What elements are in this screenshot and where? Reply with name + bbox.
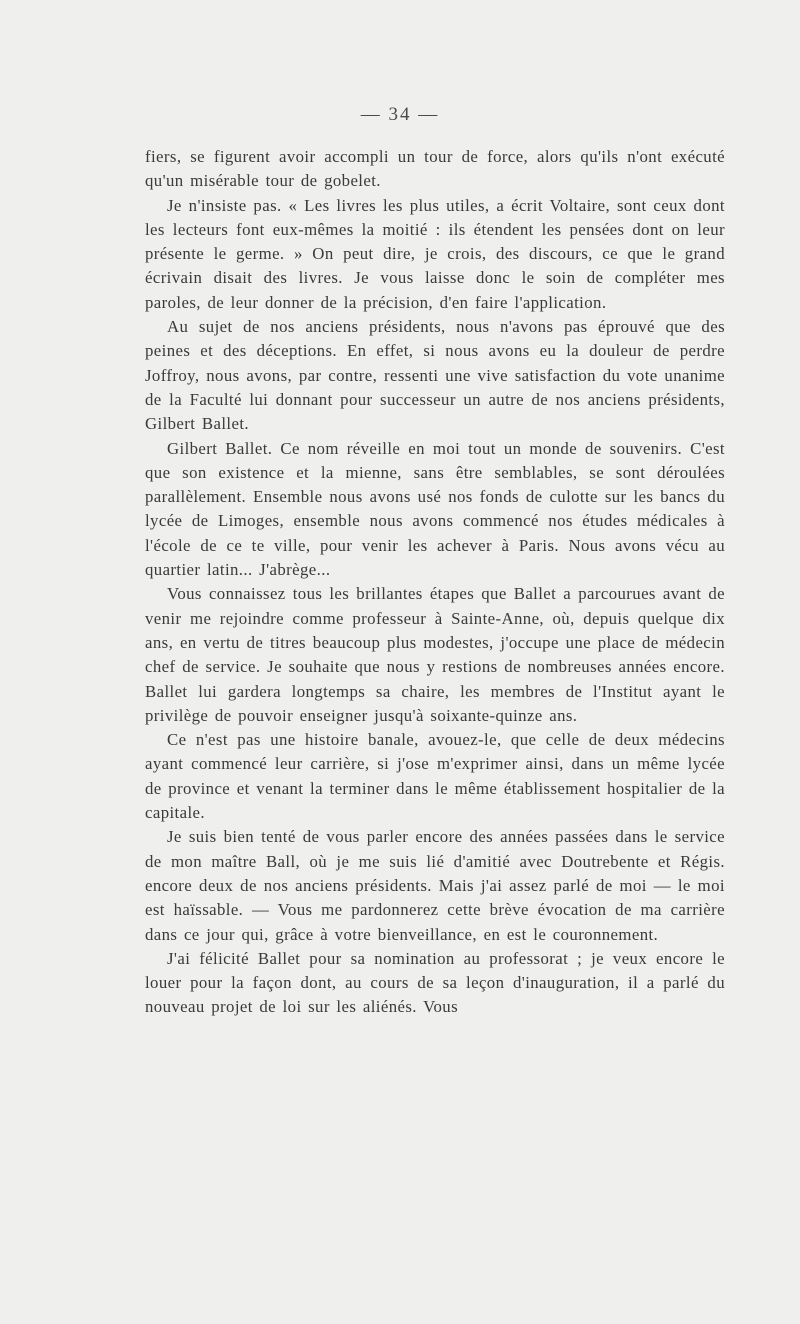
page-number: — 34 —	[360, 104, 440, 125]
paragraph-histoire-banale: Ce n'est pas une histoire banale, avouez-le, que celle de deux médecins ayant commencé leur carrière, si j'ose m'exprimer ainsi, dans un même lycée de province et venant la terminer dans le même établissement hospitalier de la capitale.	[145, 730, 725, 823]
paragraph-gilbert-ballet: Gilbert Ballet. Ce nom réveille en moi tout un monde de souvenirs. C'est que son existence et la mienne, sans être semblables, se sont déroulées parallèlement. Ensemble nous avons usé nos fonds de culotte sur les bancs du lycée de Limoges, ensemble nous avons commencé nos études médicales à l'école de ce te ville, pour venir les achever à Paris. Nous avons vécu au quartier latin... J'abrège...	[145, 438, 725, 580]
paragraph-continuation: fiers, se figurent avoir accompli un tour de force, alors qu'ils n'ont exécuté qu'un misérable tour de gobelet.	[145, 147, 725, 191]
body-text	[145, 145, 725, 1020]
paragraph-service-ball: Je suis bien tenté de vous parler encore des années passées dans le service de mon maître Ball, où je me suis lié d'amitié avec Doutrebente et Régis. encore deux de nos anciens présidents. Mais j'ai assez parlé de moi — le moi est haïssable. — Vous me pardonnerez cette brève évocation de ma carrière dans ce jour qui, grâce à votre bienveillance, en est le couronnement.	[145, 827, 725, 944]
paragraph-sainte-anne: Vous connaissez tous les brillantes étapes que Ballet a parcourues avant de venir me rejoindre comme professeur à Sainte-Anne, où, depuis quelque dix ans, en vertu de titres beaucoup plus modestes, j'occupe une place de médecin chef de service. Je souhaite que nous y restions de nombreuses années encore. Ballet lui gardera longtemps sa chaire, les membres de l'Institut ayant le privilège de pouvoir enseigner jusqu'à soixante-quinze ans.	[145, 584, 725, 725]
paragraph-professorat: J'ai félicité Ballet pour sa nomination au professorat ; je veux encore le louer pour la façon dont, au cours de sa leçon d'inauguration, il a parlé du nouveau projet de loi sur les aliénés. Vous	[145, 948, 725, 1017]
paragraph-voltaire: Je n'insiste pas. « Les livres les plus utiles, a écrit Voltaire, sont ceux dont les lecteurs font eux-mêmes la moitié : ils étendent les pensées dont on leur présente le germe. » On peut dire, je crois, des discours, ce que le grand écrivain disait des livres. Je vous laisse donc le soin de compléter mes paroles, de leur donner de la précision, d'en faire l'application.	[145, 195, 725, 312]
paragraph-anciens-presidents: Au sujet de nos anciens présidents, nous n'avons pas éprouvé que des peines et des déceptions. En effet, si nous avons eu la douleur de perdre Joffroy, nous avons, par contre, ressenti une vive satisfaction du vote unanime de la Faculté lui donnant pour successeur un autre de nos anciens présidents, Gilbert Ballet.	[145, 317, 725, 434]
